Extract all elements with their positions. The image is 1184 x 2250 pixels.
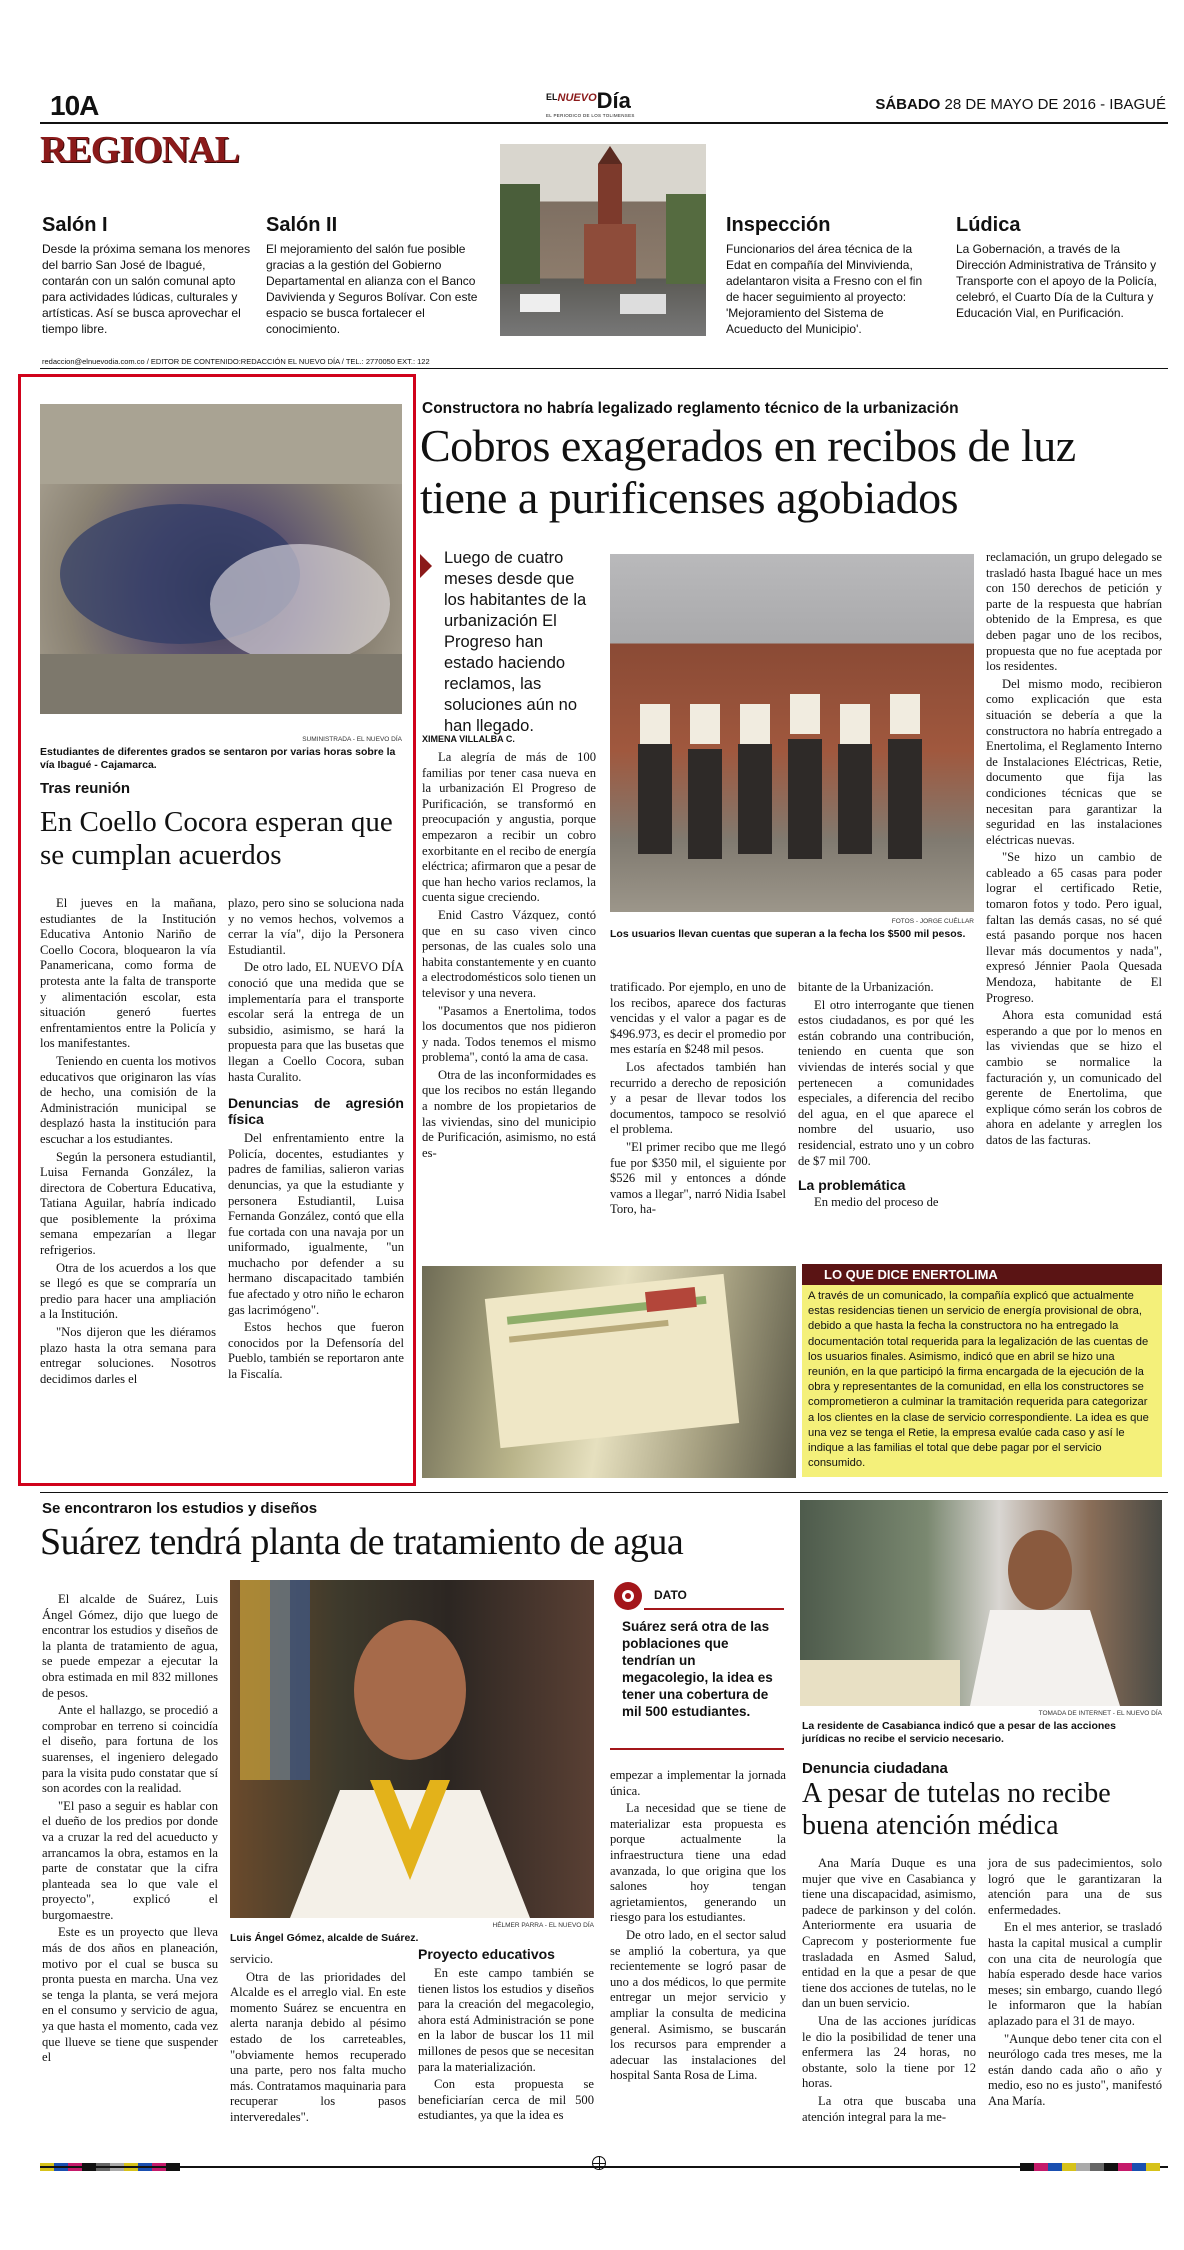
photo-credit: TOMADA DE INTERNET - EL NUEVO DÍA	[1038, 1710, 1162, 1717]
column-subhead: Proyecto educativos	[418, 1946, 555, 1962]
article-lead: Luego de cuatro meses desde que los habitantes de la urbanización El Progreso han estado haciendo reclamos, las soluciones aún no han llegado.	[444, 549, 587, 735]
article-headline: Cobros exagerados en recibos de luz tiene a purificenses agobiados	[420, 420, 1076, 523]
cobros-column-4: reclamación, un grupo delegado se trasladó hasta Ibagué hace un mes con 150 derechos de petición y parte de la respuesta que habrían obtenido de la Empresa, es que deben pagar uno de los recibos, propuesta que no fue aceptada por los residentes. Del mismo modo, recibieron como explicación que esta situación se debería a que la constructora no habría entregado a Enertolima, el Reglamento Interno de Instalaciones Eléctricas, Retie, documento que fija las condiciones técnicas que se necesitan para garantizar la seguridad en las instalaciones eléctricas nuevas. "Se hizo un cambio de cableado a 65 casas para poder lograr el certificado Retie, tomaron fotos y todo. Pero igual, faltan las demás casas, no sé qué está pasando porque nos hacen llevar más documentos y nada", expresó Jénnier Paola Quesada Mendoza, habitante de El Progreso. Ahora esta comunidad está esperando a que por lo menos en las viviendas que se hizo el cambio se normalice la facturación y, un comunicado del gerente de Enertolima, que explique cómo serán los cobros de ahora en adelante y arreglen los datos de las facturas.	[986, 550, 1162, 1147]
photo-caption: Estudiantes de diferentes grados se sentaron por varias horas sobre la vía Ibagué - Cajamarca.	[40, 746, 396, 771]
contact-line: redaccion@elnuevodia.com.co / EDITOR DE CONTENIDO:REDACCIÓN EL NUEVO DÍA / TEL.: 2770050 EXT.: 122	[42, 357, 430, 366]
article-kicker: Se encontraron los estudios y diseños	[42, 1500, 318, 1517]
article-kicker: Tras reunión	[40, 780, 131, 797]
protest-illustration	[40, 404, 402, 714]
brief-ludica: Lúdica La Gobernación, a través de la Dirección Administrativa de Tránsito y Transporte con el apoyo de la Policía, celebró, el Cuarto Día de la Cultura y Educación Vial, en Purificación.	[956, 214, 1158, 320]
byline: XIMENA VILLALBA C.	[422, 734, 515, 744]
column-subhead: La problemática	[798, 1177, 906, 1194]
suarez-column-4: empezar a implementar la jornada única. La necesidad que se tiene de materializar esta propuesta es porque actualmente la infraestructura tiene una edad avanzada, lo que origina que los salones hoy tengan agrietamientos, generando un riesgo para los estudiantes. De otro lado, en el sector salud se amplió la cobertura, ya que recientemente se logró pasar de uno a dos médicos, lo que permite entregar un mejor servicio y ampliar la consulta de medicina general. Asimismo, se buscarán los recursos para emprender a adecuar las instalaciones del hospital Santa Rosa de Lima.	[610, 1768, 786, 2083]
newspaper-logo: $^{ELNUEVO}$Día EL PERIODICO DE LOS TOLIMENSES	[546, 88, 635, 118]
enertolima-box	[802, 1264, 1162, 1476]
page-header	[40, 86, 1168, 126]
dato-icon	[614, 1582, 642, 1610]
church-photo	[500, 144, 706, 336]
section-rule	[40, 1492, 1168, 1493]
color-registration-bar-right	[1020, 2158, 1160, 2176]
photo-caption: Los usuarios llevan cuentas que superan a la fecha los $500 mil pesos.	[610, 928, 966, 940]
dato-box	[610, 1582, 784, 1752]
article-headline: A pesar de tutelas no recibe buena atención médica	[802, 1778, 1111, 1841]
photo-credit: SUMINISTRADA - EL NUEVO DÍA	[302, 736, 402, 743]
asterisk-icon	[614, 1582, 642, 1610]
residents-illustration	[610, 554, 974, 912]
tutelas-column-2: jora de sus padecimientos, solo logró que le garantizaran la atención para una de sus enfermedades. En el mes anterior, se trasladó hasta la capital musical a cumplir con una cita de neurología que había esperado desde hace varios meses; sin embargo, cuando llegó le informaron que la habían aplazado para el 31 de mayo. "Aunque debo tener cita con el neurólogo cada tres meses, me la están dando cada año o año y medio, eso no es justo", manifestó Ana María.	[988, 1856, 1162, 2108]
suarez-column-2: servicio. Otra de las prioridades del Alcalde es el arreglo vial. En este momento Suárez se encuentra en alerta naranja debido al pésimo estado de los carreteables, "obviamente hemos recuperado una parte, pero nos falta mucho más. Contratamos maquinaria para recuperar los pasos interveredales".	[230, 1952, 406, 2124]
column-subhead: Denuncias de agresión física	[228, 1095, 404, 1128]
coello-column-1: El jueves en la mañana, estudiantes de la Institución Educativa Antonio Nariño de Coello Cocora, bloquearon la vía Panamericana, como forma de protesta ante la falta de transporte y alimentación escolar, esta situación generó fuertes enfrentamientos entre la Policía y los manifestantes. Teniendo en cuenta los motivos educativos que originaron las vías de hecho, una comisión de la Administración municipal se desplazó hasta la institución para escuchar a los estudiantes. Según la personera estudiantil, Luisa Fernanda González, la directora de Cobertura Educativa, Tatiana Aguilar, habría indicado que posiblemente la próxima semana empezarían a llegar refrigerios. Otra de los acuerdos a los que se llegó es que se compraría un predio para hacer una ampliación a la Institución. "Nos dijeron que les diéramos plazo hasta la otra semana para entregar soluciones. Nosotros decidimos darles el	[40, 896, 216, 1386]
coello-column-2: plazo, pero sino se soluciona nada y no vemos hechos, volvemos a cerrar la vía", dijo la Personera Estudiantil. De otro lado, EL NUEVO DÍA conoció que una medida que se implementaría para el transporte escolar será la entrega de un subsidio, asimismo, se hará la propuesta para que las busetas que llegan a Coello Cocora, suban hasta Curalito. Denuncias de agresión física Del enfrentamiento entre la Policía, docentes, estudiantes y padres de familias, salieron varias denuncias, ya que la estudiante y personera Estudiantil, Luisa Fernanda González, contó que ella fue cortada con una navaja por un uniformado, igualmente, "un muchacho por defender a su hermano discapacitado también fue afectado y otro niño le echaron gas lacrimógeno". Estos hechos que fueron conocidos por la Defensoría del Pueblo, también se reportaron ante la Fiscalía.	[228, 896, 404, 1382]
box-title: LO QUE DICE ENERTOLIMA	[802, 1264, 1162, 1285]
page-number: 10A	[50, 90, 99, 121]
dato-rule	[644, 1608, 784, 1610]
section-title: REGIONAL	[40, 129, 239, 171]
mayor-illustration	[230, 1580, 594, 1918]
cobros-column-3: bitante de la Urbanización. El otro interrogante que tienen estos ciudadanos, es por qué les están cobrando una contribución, teniendo en cuenta que son viviendas de interés social y que pertenecen a comunidades especiales, a diferencia del recibo del agua, en el que aparece el nombre del usuario, uso residencial, estrato uno y un cobro de $7 mil 700. La problemática En medio del proceso de	[798, 980, 974, 1210]
cobros-column-2: tratificado. Por ejemplo, en uno de los recibos, aparece dos facturas vencidas y el valor a pagar es de $496.973, es decir el promedio por mes estaría en $248 mil pesos. Los afectados también han recurrido a derecho de reposición y a pesar de llevar todos los documentos, tampoco se resolvió el problema. "El primer recibo que me llegó fue por $350 mil, el siguiente por $526 mil y entonces a dónde vamos a llegar", narró Nidia Isabel Toro, ha-	[610, 980, 786, 1217]
brief-salon-2: Salón II El mejoramiento del salón fue posible gracias a la gestión del Gobierno Departamental en alianza con el Banco Davivienda y Seguros Bolívar. Con este espacio se busca fortalecer el conocimiento.	[266, 214, 478, 336]
issue-date: SÁBADO 28 DE MAYO DE 2016 - IBAGUÉ	[875, 96, 1166, 113]
briefs-rule	[40, 368, 1168, 369]
church-illustration	[500, 144, 706, 336]
patient-photo	[800, 1500, 1162, 1706]
cobros-column-1: La alegría de más de 100 familias por tener casa nueva en la urbanización El Progreso de Purificación, se transformó en preocupación y angustia, porque empezaron a recibir un cobro exorbitante en el recibo de energía eléctrica; afirmaron que a pesar de que han hecho varios reclamos, la cuenta sigue creciendo. Enid Castro Vázquez, contó que en su caso viven cinco personas, de las cuales solo una habita constantemente y en cuanto a electrodomésticos solo tienen un televisor y una nevera. "Pasamos a Enertolima, todos los documentos que nos pidieron y nada. Todos tenemos el mismo problema", contó la ama de casa. Otra de las inconformidades es que los recibos no están llegando a nombre de los propietarios de las viviendas, sino del municipio de Purificación, asimismo, no está es-	[422, 750, 596, 1160]
photo-caption: Luis Ángel Gómez, alcalde de Suárez.	[230, 1932, 419, 1944]
electricity-bill-photo	[422, 1266, 796, 1478]
mayor-photo	[230, 1580, 594, 1918]
suarez-column-3: Proyecto educativos En este campo también se tienen listos los estudios y diseños para la creación del megacolegio, ahora está Administración se pone en la labor de buscar los 11 mil millones de pesos que se necesitan para la materialización. Con esta propuesta se beneficiarían cerca de mil 500 estudiantes, ya que la idea es	[418, 1946, 594, 2123]
photo-caption: La residente de Casabianca indicó que a pesar de las acciones jurídicas no recibe el servicio necesario.	[802, 1720, 1116, 1745]
registration-mark-icon	[592, 2156, 606, 2170]
dato-text: Suárez será otra de las poblaciones que tendrían un megacolegio, la idea es tener una cobertura de mil 500 estudiantes.	[622, 1619, 773, 1719]
brief-inspeccion: Inspección Funcionarios del área técnica de la Edat en compañía del Minvivienda, adelantaron visita a Fresno con el fin de hacer seguimiento al proyecto: 'Mejoramiento del Sistema de Acueducto del Municipio'.	[726, 214, 923, 336]
dato-bottom-rule	[610, 1748, 784, 1750]
tutelas-column-1: Ana María Duque es una mujer que vive en Casabianca y tiene una discapacidad, asimismo, padece de parkinson y del colón. Anteriormente era usuaria de Caprecom y posteriormente fue trasladada en Asmed Salud, entidad en la que a pesar de que tiene dos acciones de tutelas, no le dan un buen servicio. Una de las acciones jurídicas le dio la posibilidad de tener una enfermera las 24 horas, no obstante, solo la tiene por 12 horas. La otra que buscaba una atención integral para la me-	[802, 1856, 976, 2124]
article-headline: En Coello Cocora esperan que se cumplan acuerdos	[40, 806, 393, 871]
students-protest-photo	[40, 404, 402, 714]
article-headline: Suárez tendrá planta de tratamiento de agua	[40, 1521, 684, 1563]
article-kicker: Constructora no habría legalizado reglamento técnico de la urbanización	[422, 400, 959, 417]
patient-illustration	[800, 1500, 1162, 1706]
suarez-column-1: El alcalde de Suárez, Luis Ángel Gómez, dijo que luego de encontrar los estudios y diseños de la planta de tratamiento de agua, se puede empezar a ejecutar la obra estimada en mil 832 millones de pesos. Ante el hallazgo, se procedió a comprobar en terreno si coincidía el diseño, para fortuna de los suarenses, el ingeniero delegado para la visita pudo constatar que sí son acordes con la realidad. "El paso a seguir es hablar con el dueño de los predios por donde va a cruzar la red del acueducto y arrancamos la obra, estamos en la parte de constatar que la cifra planteada sea lo que vale el proyecto", explicó el burgomaestre. Este es un proyecto que lleva más de dos años en planeación, motivo por el cual se busca su pronta puesta en marcha. Una vez se tenga la planta, se verá mejora en el consumo y servicio de agua, ya que hasta el momento, cada vez que llueve se tiene que suspender el	[42, 1592, 218, 2065]
bill-illustration	[422, 1266, 796, 1478]
brief-salon-1: Salón I Desde la próxima semana los menores del barrio San José de Ibagué, contarán con un salón comunal apto para actividades lúdicas, culturales y artísticas. Así se busca aprovechar el tiempo libre.	[42, 214, 251, 336]
box-text: A través de un comunicado, la compañía explicó que actualmente estas residencias tienen un servicio de energía provisional de obra, debido a que hasta la fecha la constructora no ha entregado la documentación total requerida para la legalización de las cuentas de los usuarios finales. Asimismo, indicó que en abril se hizo una reunión, en la que participó la firma encargada de la ejecución de la obra y representantes de la comunidad, en ella los constructores se comprometieron a culminar la tramitación requerida para categorizar a los clientes en la clase de servicio correspondiente. La idea es que una vez se tenga el Retie, la empresa evalúe cada caso y así le indique a las familias el total que debe pagar por el servicio consumido.	[802, 1285, 1162, 1477]
dato-title: DATO	[654, 1588, 687, 1602]
article-kicker: Denuncia ciudadana	[802, 1760, 948, 1777]
lead-marker	[420, 554, 432, 578]
header-rule	[40, 122, 1168, 124]
photo-credit: HÉLMER PARRA - EL NUEVO DÍA	[492, 1922, 594, 1929]
residents-bills-photo	[610, 554, 974, 912]
photo-credit: FOTOS - JORGE CUÉLLAR	[891, 918, 974, 925]
